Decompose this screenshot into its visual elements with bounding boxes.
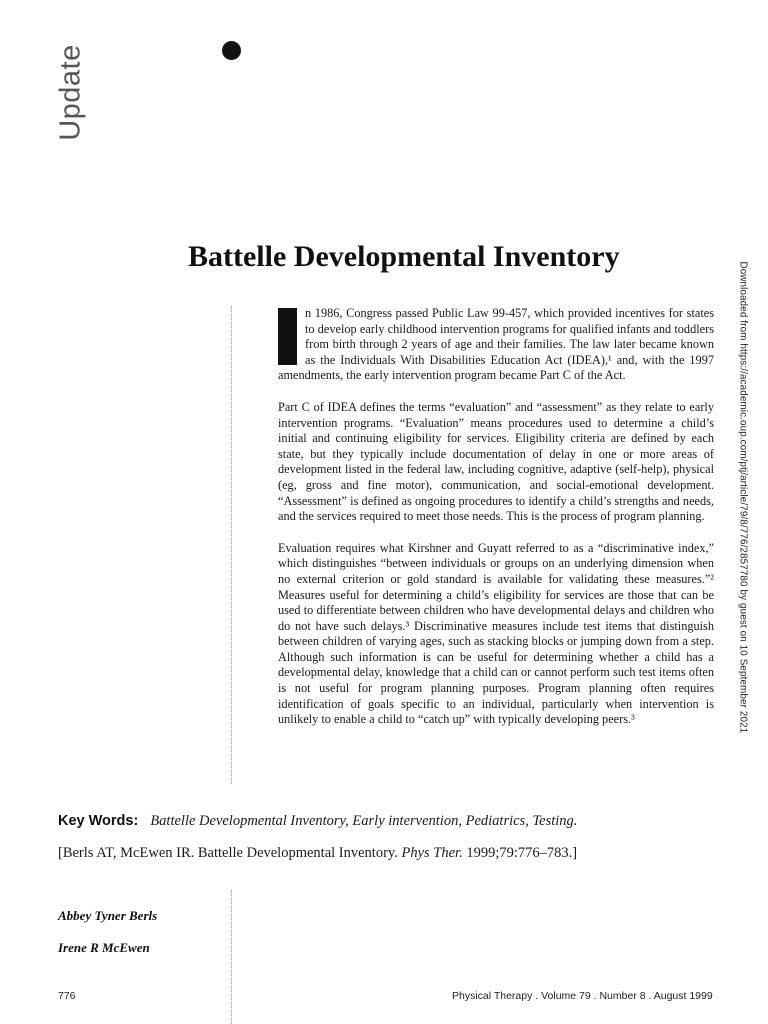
page-number: 776 <box>58 990 76 1002</box>
key-words-list: Battelle Developmental Inventory, Early intervention, Pediatrics, Testing. <box>150 813 578 829</box>
citation-suffix: 1999;79:776–783.] <box>466 845 578 861</box>
paragraph-intro <box>278 306 714 384</box>
paragraph-part-c: Part C of IDEA defines the terms “evaluation” and “assessment” as they relate to early intervention programs. “Evaluation” means procedures used to determine a child’s initial and continuing eligibility for services. Eligibility criteria are defined by each state, but they typically include documentation of delay in one or more areas of development listed in the federal law, including cognitive, adaptive (self-help), physical (eg, gross and fine motor), communication, and social-emotional development. “Assessment” is defined as ongoing procedures to identify a child’s strengths and needs, and the services required to meet those needs. This is the process of program planning. <box>278 399 714 524</box>
citation <box>58 845 718 862</box>
section-label-text: Update <box>54 44 87 141</box>
article-body <box>278 306 714 744</box>
journal-info: Physical Therapy . Volume 79 . Number 8 . August 1999 <box>452 990 713 1002</box>
author-1: Abbey Tyner Berls <box>58 908 158 923</box>
drop-cap-i <box>278 308 297 365</box>
citation-journal: Phys Ther. <box>401 845 463 861</box>
download-watermark-text: Downloaded from https://academic.oup.com/ptj/article/79/8/776/2857780 by guest on 10 September 2021 <box>737 261 749 734</box>
bullet-dot-icon <box>222 41 241 60</box>
key-words-label: Key Words: <box>58 813 139 829</box>
section-label <box>54 42 88 146</box>
paragraph-intro-text: n 1986, Congress passed Public Law 99-457, which provided incentives for states to develop early childhood intervention programs for qualified infants and toddlers from birth through 2 years of age and their families. The law later became known as the Individuals With Disabilities Education Act (IDEA),¹ and, with the 1997 amendments, the early intervention program became Part C of the Act. <box>278 306 714 383</box>
key-words <box>58 812 718 830</box>
download-watermark <box>733 261 753 756</box>
column-divider-bottom <box>231 890 232 1024</box>
column-divider-top <box>231 306 232 784</box>
citation-prefix: [Berls AT, McEwen IR. Battelle Developmental Inventory. <box>58 845 398 861</box>
article-title: Battelle Developmental Inventory <box>188 240 620 273</box>
paragraph-evaluation: Evaluation requires what Kirshner and Guyatt referred to as a “discriminative index,” which distinguishes “between individuals or groups on an underlying dimension when no external criterion or gold standard is available for validating these measures.”² Measures useful for determining a child’s eligibility for services are those that can be used to differentiate between children who have developmental delays and children who do not have such delays.³ Discriminative measures include test items that distinguish between children of varying ages, such as stacking blocks or jumping down from a step. Although such information is can be useful for determining whether a child has a developmental delay, knowledge that a child can or cannot perform such test items often is not useful for program planning purposes. Program planning often requires identification of goals specific to an individual, particularly when intervention is unlikely to enable a child to “catch up” with typically developing peers.³ <box>278 540 714 727</box>
author-2: Irene R McEwen <box>58 940 150 955</box>
